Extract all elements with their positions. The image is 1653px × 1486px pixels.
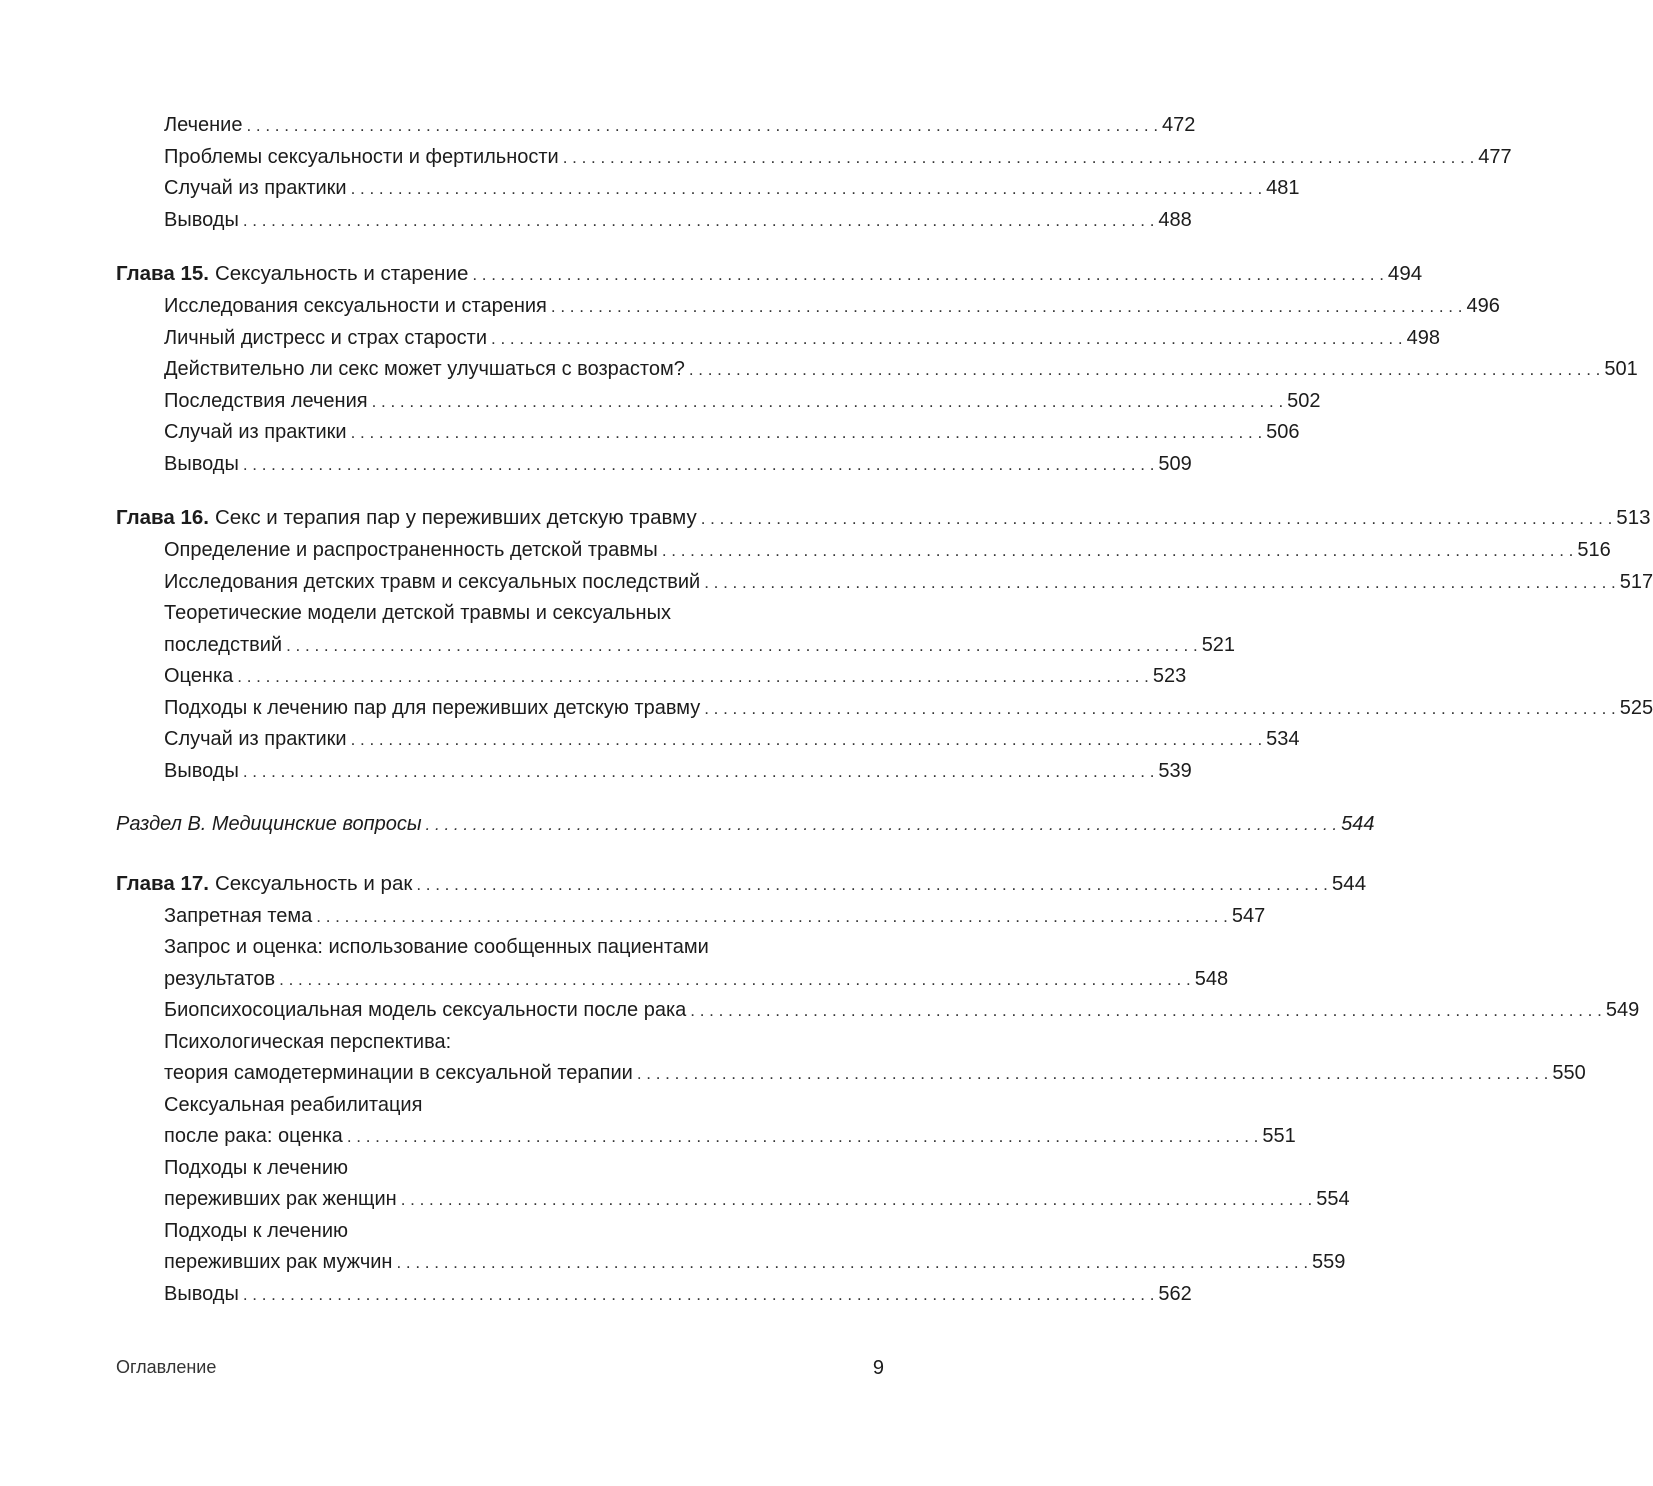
toc-entry-page: 494	[1387, 262, 1423, 285]
dot-leader	[243, 756, 1155, 788]
toc-entry-page: 506	[1266, 421, 1300, 443]
toc-entry[interactable]	[116, 567, 1653, 599]
toc-entry-title: Случай из практики	[164, 421, 347, 443]
dot-leader	[426, 809, 1338, 841]
toc-entry-title: Выводы	[164, 1282, 239, 1305]
toc-entry-page: 521	[1201, 633, 1236, 656]
dot-leader	[704, 567, 1616, 599]
toc-entry-page: 516	[1577, 539, 1611, 561]
toc-entry-page: 551	[1262, 1125, 1296, 1147]
toc-entry-title-line1: Сексуальная реабилитация	[164, 1093, 423, 1116]
toc-entry[interactable]	[116, 417, 1300, 449]
chapter-label: Глава 16.	[116, 506, 209, 529]
toc-chapter-16[interactable]	[116, 502, 1651, 535]
toc-entry[interactable]	[116, 173, 1300, 205]
toc-entry-page: 472	[1162, 114, 1196, 136]
toc-entry[interactable]	[116, 535, 1611, 567]
toc-entry-title-line1: Подходы к лечению	[164, 1156, 348, 1179]
toc-group-continuation	[116, 110, 1512, 236]
toc-entry-title: результатов	[164, 967, 276, 990]
toc-entry-page: 554	[1316, 1188, 1350, 1210]
page-footer	[116, 1357, 884, 1380]
toc-entry-title: Случай из практики	[164, 177, 347, 199]
dot-leader	[243, 205, 1155, 237]
running-title: Оглавление	[116, 1357, 217, 1377]
dot-leader	[286, 630, 1198, 662]
dot-leader	[396, 1247, 1308, 1279]
toc-entry-title: Определение и распространенность детской травмы	[164, 539, 658, 561]
toc-entry-page: 548	[1194, 967, 1229, 990]
toc-entry-title: Проблемы сексуальности и фертильности	[164, 145, 559, 168]
toc-group-section-v	[116, 809, 1375, 841]
dot-leader	[416, 869, 1328, 901]
toc-entry-title: Оценка	[164, 665, 234, 687]
toc-entry-title: Последствия лечения	[164, 389, 368, 412]
toc-entry[interactable]	[116, 1121, 1296, 1153]
toc-entry-title: Выводы	[164, 452, 239, 475]
toc-entry-title-line1: Психологическая перспектива:	[164, 1030, 452, 1053]
dot-leader	[243, 1279, 1155, 1311]
dot-leader	[701, 503, 1613, 535]
toc-entry-title: Выводы	[164, 208, 239, 231]
toc-entry-title: Личный дистресс и страх старости	[164, 326, 487, 349]
toc-entry[interactable]	[116, 630, 1236, 662]
dot-leader	[662, 535, 1574, 567]
dot-leader	[563, 142, 1475, 174]
dot-leader	[689, 354, 1601, 386]
toc-entry-title: Биопсихосоциальная модель сексуальности после рака	[164, 999, 687, 1021]
toc-entry-title: Исследования детских травм и сексуальных последствий	[164, 570, 701, 593]
toc-entry-page: 481	[1266, 177, 1300, 199]
toc-entry-title: Запретная тема	[164, 904, 313, 927]
toc-entry[interactable]	[116, 323, 1440, 355]
dot-leader	[243, 449, 1155, 481]
toc-entry[interactable]	[116, 661, 1187, 693]
toc-entry-page: 488	[1158, 208, 1192, 231]
chapter-title: Секс и терапия пар у переживших детскую травму	[214, 506, 697, 529]
toc-entry-title: переживших рак женщин	[164, 1188, 397, 1210]
toc-entry-title: Случай из практики	[164, 728, 347, 750]
dot-leader	[347, 1121, 1259, 1153]
toc-entry[interactable]	[116, 995, 1640, 1027]
dot-leader	[351, 173, 1263, 205]
dot-leader	[246, 110, 1158, 142]
toc-entry[interactable]	[116, 354, 1638, 386]
toc-chapter-heading	[116, 868, 412, 900]
toc-entry-page: 544	[1341, 813, 1375, 835]
toc-entry-page: 496	[1466, 295, 1500, 317]
toc-entry-title: Действительно ли секс может улучшаться с возрастом?	[164, 358, 685, 380]
dot-leader	[472, 259, 1384, 291]
dot-leader	[237, 661, 1149, 693]
toc-entry-page: 549	[1605, 999, 1640, 1021]
toc-entry[interactable]	[116, 142, 1512, 174]
toc-entry-title: Лечение	[164, 114, 243, 136]
toc-entry[interactable]	[116, 1184, 1350, 1216]
toc-entry-page: 523	[1152, 665, 1187, 687]
dot-leader	[491, 323, 1403, 355]
dot-leader	[551, 291, 1463, 323]
toc-entry-title: Подходы к лечению пар для переживших детскую травму	[164, 696, 701, 719]
toc-entry[interactable]	[116, 1247, 1346, 1279]
toc-section[interactable]	[116, 809, 1375, 841]
toc-entry[interactable]	[116, 291, 1500, 323]
toc-entry-title-line1: Запрос и оценка: использование сообщенных пациентами	[164, 936, 709, 958]
toc-entry-title: Выводы	[164, 759, 239, 782]
dot-leader	[351, 417, 1263, 449]
toc-entry-page: 559	[1312, 1251, 1346, 1273]
toc-entry-page: 498	[1406, 326, 1440, 349]
toc-entry-title: Исследования сексуальности и старения	[164, 295, 547, 317]
toc-entry-page: 534	[1266, 728, 1300, 750]
toc-entry-page: 513	[1616, 506, 1651, 529]
toc-entry-page: 509	[1158, 452, 1192, 475]
toc-entry[interactable]	[116, 901, 1266, 933]
toc-chapter-heading	[116, 502, 697, 534]
dot-leader	[351, 724, 1263, 756]
dot-leader	[690, 995, 1602, 1027]
chapter-label: Глава 15.	[116, 262, 209, 285]
dot-leader	[372, 386, 1284, 418]
toc-entry-page: 517	[1619, 570, 1653, 593]
dot-leader	[401, 1184, 1313, 1216]
toc-section-title: Раздел В. Медицинские вопросы	[116, 813, 422, 835]
chapter-label: Глава 17.	[116, 871, 209, 895]
toc-chapter-17[interactable]	[116, 868, 1367, 901]
toc-entry-page: 525	[1619, 696, 1653, 719]
toc-entry-page: 547	[1231, 904, 1266, 927]
toc-entry-page: 550	[1552, 1062, 1586, 1084]
toc-entry-page: 477	[1478, 145, 1512, 168]
table-of-contents	[116, 110, 1653, 1332]
toc-group-chapter-15	[116, 258, 1638, 480]
dot-leader	[704, 693, 1616, 725]
chapter-title: Сексуальность и старение	[214, 262, 469, 285]
toc-entry-title: теория самодетерминации в сексуальной терапии	[164, 1062, 633, 1084]
toc-group-chapter-16	[116, 502, 1653, 787]
toc-entry[interactable]	[116, 1058, 1586, 1090]
chapter-title: Сексуальность и рак	[214, 871, 413, 895]
toc-entry-title: последствий	[164, 633, 283, 656]
toc-entry[interactable]	[116, 964, 1229, 996]
toc-entry[interactable]	[116, 386, 1321, 418]
page-number: 9	[872, 1357, 884, 1379]
toc-chapter-heading	[116, 258, 468, 290]
toc-entry[interactable]	[116, 693, 1653, 725]
toc-entry-page: 501	[1604, 358, 1638, 380]
dot-leader	[279, 964, 1191, 996]
toc-group-chapter-17	[116, 868, 1640, 1311]
toc-entry-page: 562	[1158, 1282, 1192, 1305]
toc-entry-page: 502	[1287, 389, 1321, 412]
toc-entry[interactable]	[116, 205, 1192, 237]
toc-entry[interactable]	[116, 756, 1192, 788]
toc-entry[interactable]	[116, 724, 1300, 756]
dot-leader	[637, 1058, 1549, 1090]
toc-entry-title: после рака: оценка	[164, 1125, 343, 1147]
toc-entry-page: 544	[1331, 871, 1367, 895]
toc-entry-title: переживших рак мужчин	[164, 1251, 393, 1273]
toc-entry[interactable]	[116, 1279, 1192, 1311]
toc-entry-page: 539	[1158, 759, 1192, 782]
dot-leader	[316, 901, 1228, 933]
toc-entry[interactable]	[116, 449, 1192, 481]
toc-chapter-15[interactable]	[116, 258, 1423, 291]
toc-entry[interactable]	[116, 110, 1196, 142]
toc-entry-title-line1: Теоретические модели детской травмы и сексуальных	[164, 602, 671, 624]
toc-entry-title-line1: Подходы к лечению	[164, 1219, 348, 1242]
